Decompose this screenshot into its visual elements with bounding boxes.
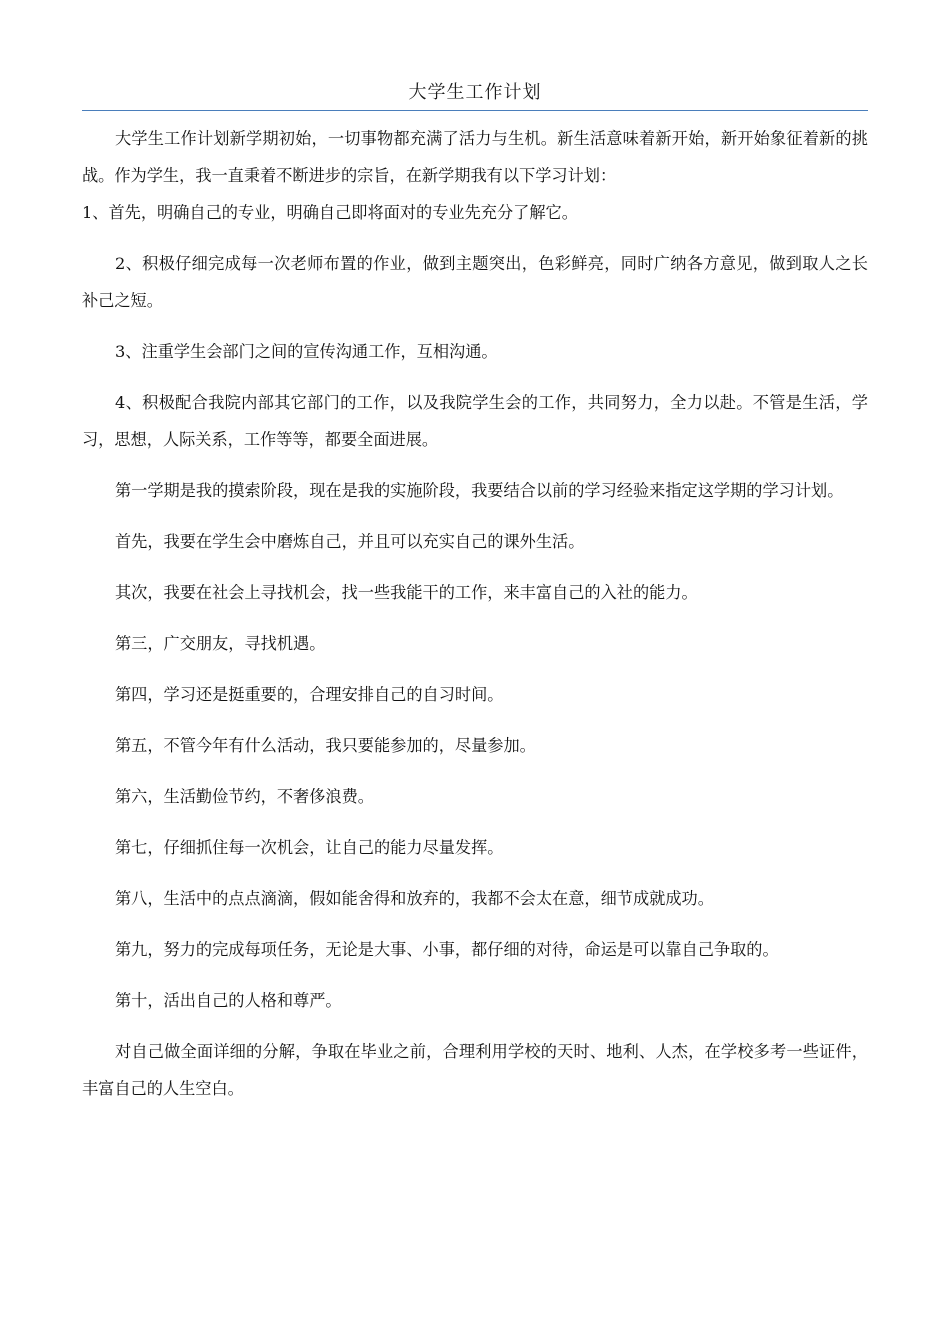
step-eighth: 第八，生活中的点点滴滴，假如能舍得和放弃的，我都不会太在意，细节成就成功。	[115, 889, 714, 908]
header-title: 大学生工作计划	[408, 82, 542, 103]
step-fourth: 第四，学习还是挺重要的，合理安排自己的自习时间。	[115, 685, 504, 704]
plan-item-3: 3、注重学生会部门之间的宣传沟通工作，互相沟通。	[115, 342, 498, 361]
semester-paragraph: 第一学期是我的摸索阶段，现在是我的实施阶段，我要结合以前的学习经验来指定这学期的学习计划。	[115, 481, 844, 500]
document-body	[82, 120, 868, 1107]
step-second: 其次，我要在社会上寻找机会，找一些我能干的工作，来丰富自己的入社的能力。	[115, 583, 698, 602]
closing-paragraph: 对自己做全面详细的分解，争取在毕业之前，合理利用学校的天时、地利、人杰，在学校多考一些证件，丰富自己的人生空白。	[82, 1042, 868, 1098]
step-third: 第三，广交朋友，寻找机遇。	[115, 634, 326, 653]
step-sixth: 第六，生活勤俭节约，不奢侈浪费。	[115, 787, 374, 806]
step-ninth: 第九，努力的完成每项任务，无论是大事、小事，都仔细的对待，命运是可以靠自己争取的。	[115, 940, 779, 959]
plan-item-4: 4、积极配合我院内部其它部门的工作，以及我院学生会的工作，共同努力，全力以赴。不管是生活，学习，思想，人际关系，工作等等，都要全面进展。	[82, 393, 868, 449]
step-fifth: 第五，不管今年有什么活动，我只要能参加的，尽量参加。	[115, 736, 536, 755]
step-tenth: 第十，活出自己的人格和尊严。	[115, 991, 342, 1010]
step-first: 首先，我要在学生会中磨炼自己，并且可以充实自己的课外生活。	[115, 532, 585, 551]
step-seventh: 第七，仔细抓住每一次机会，让自己的能力尽量发挥。	[115, 838, 504, 857]
plan-item-1: 1、首先，明确自己的专业，明确自己即将面对的专业先充分了解它。	[82, 203, 578, 222]
intro-paragraph: 大学生工作计划新学期初始，一切事物都充满了活力与生机。新生活意味着新开始，新开始象征着新的挑战。作为学生，我一直秉着不断进步的宗旨，在新学期我有以下学习计划：	[82, 129, 868, 185]
plan-item-2: 2、积极仔细完成每一次老师布置的作业，做到主题突出，色彩鲜亮，同时广纳各方意见，做到取人之长补己之短。	[82, 254, 868, 310]
page-header	[82, 78, 868, 111]
